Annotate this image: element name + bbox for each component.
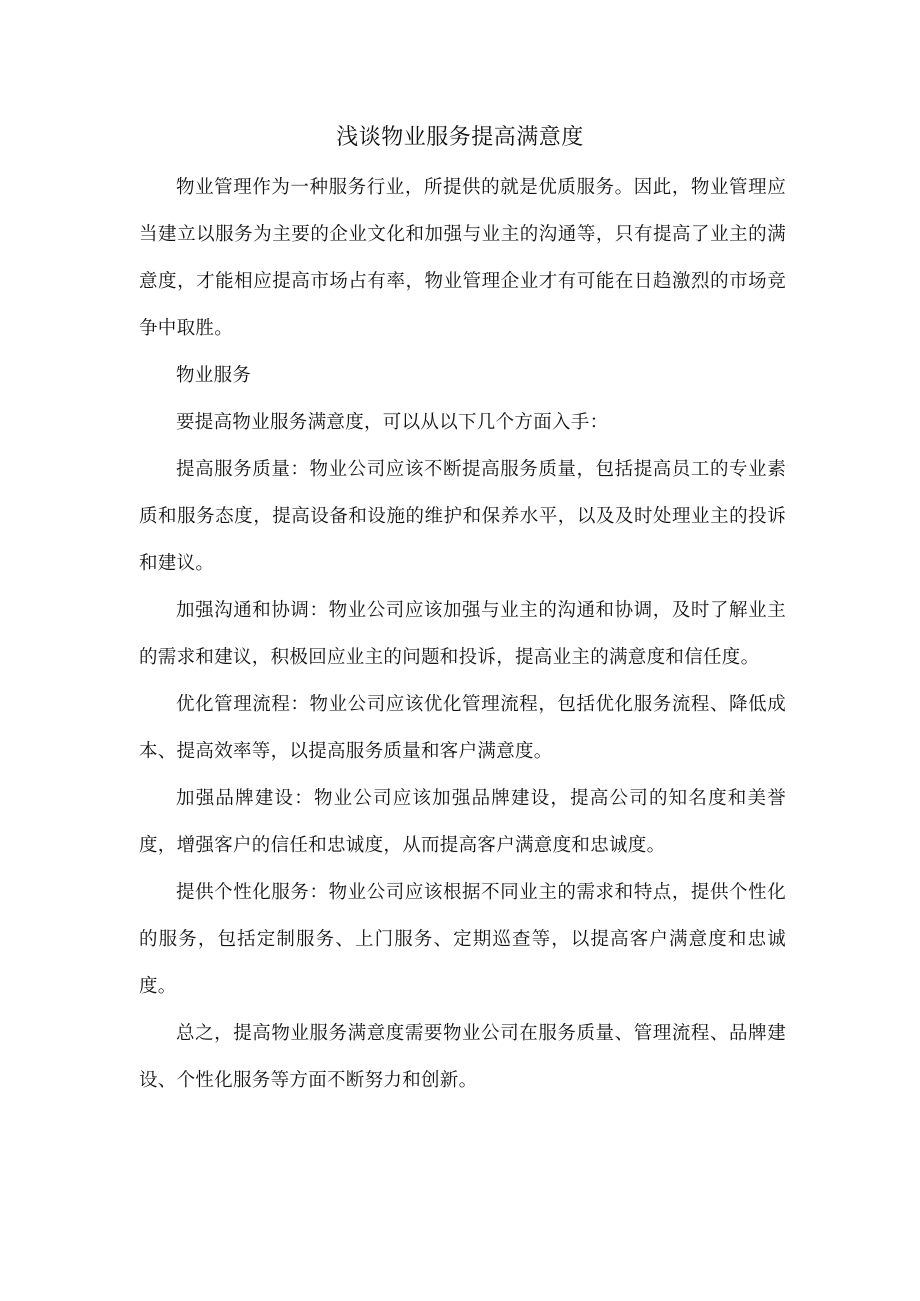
paragraph-personalized-service: 提供个性化服务：物业公司应该根据不同业主的需求和特点，提供个性化的服务，包括定制服务、上门服务、定期巡查等，以提高客户满意度和忠诚度。 xyxy=(139,882,786,997)
paragraph-management-process: 优化管理流程：物业公司应该优化管理流程，包括优化服务流程、降低成本、提高效率等，以提高服务质量和客户满意度。 xyxy=(139,694,786,762)
document-body xyxy=(139,164,786,1104)
paragraph-brand-building: 加强品牌建设：物业公司应该加强品牌建设，提高公司的知名度和美誉度，增强客户的信任和忠诚度，从而提高客户满意度和忠诚度。 xyxy=(139,788,786,856)
paragraph-service-quality: 提高服务质量：物业公司应该不断提高服务质量，包括提高员工的专业素质和服务态度，提高设备和设施的维护和保养水平，以及及时处理业主的投诉和建议。 xyxy=(139,459,786,574)
paragraph-communication: 加强沟通和协调：物业公司应该加强与业主的沟通和协调，及时了解业主的需求和建议，积极回应业主的问题和投诉，提高业主的满意度和信任度。 xyxy=(139,600,786,668)
paragraph-intro: 物业管理作为一种服务行业，所提供的就是优质服务。因此，物业管理应当建立以服务为主要的企业文化和加强与业主的沟通等，只有提高了业主的满意度，才能相应提高市场占有率，物业管理企业才有可能在日趋激烈的市场竞争中取胜。 xyxy=(139,177,786,339)
paragraph-lead-in: 要提高物业服务满意度，可以从以下几个方面入手： xyxy=(176,412,609,433)
paragraph-conclusion: 总之，提高物业服务满意度需要物业公司在服务质量、管理流程、品牌建设、个性化服务等方面不断努力和创新。 xyxy=(139,1023,786,1091)
paragraph-heading-property-service: 物业服务 xyxy=(176,365,252,386)
document-title: 浅谈物业服务提高满意度 xyxy=(336,125,584,150)
